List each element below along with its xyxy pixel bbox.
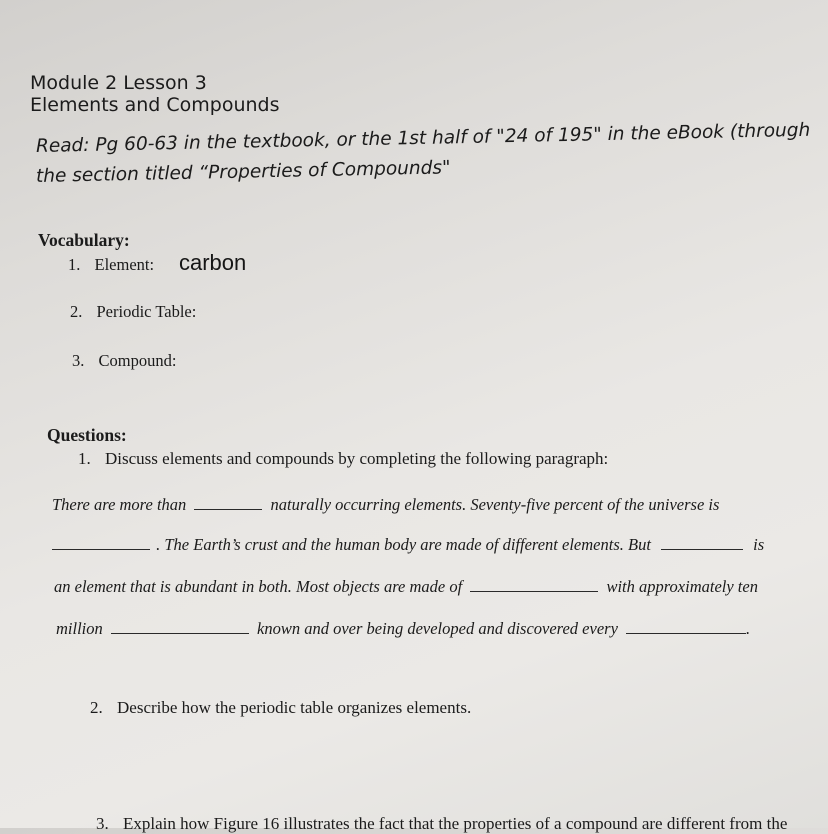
- vocab-label: Periodic Table:: [96, 302, 197, 321]
- paragraph-text: million: [56, 619, 103, 638]
- lesson-title: Elements and Compounds: [30, 94, 280, 116]
- paragraph-line-1: [52, 495, 719, 515]
- blank-time-period[interactable]: [626, 619, 746, 634]
- blank-number-of-elements[interactable]: [194, 495, 262, 510]
- reading-instruction-line1: Read: Pg 60-63 in the textbook, or the 1st half of "24 of 195" in the eBook (through: [35, 119, 811, 157]
- paragraph-line-3: [54, 577, 758, 597]
- questions-heading: Questions:: [47, 425, 127, 445]
- blank-compounds-known[interactable]: [111, 619, 249, 634]
- reading-instruction-line2: the section titled “Properties of Compounds": [35, 157, 451, 187]
- vocab-label: Compound:: [98, 351, 177, 370]
- blank-objects-made-of[interactable]: [470, 577, 598, 592]
- question-number: 1.: [78, 449, 91, 468]
- paragraph-text: naturally occurring elements. Seventy-five percent of the universe is: [270, 495, 720, 514]
- vocab-number: 3.: [72, 351, 85, 370]
- question-text: Describe how the periodic table organizes elements.: [117, 698, 472, 717]
- vocab-label: Element:: [94, 255, 155, 274]
- blank-universe-element[interactable]: [52, 535, 150, 550]
- vocab-answer-element[interactable]: carbon: [179, 250, 247, 275]
- question-2: [90, 698, 471, 718]
- paragraph-line-2: [52, 535, 764, 555]
- vocab-number: 1.: [68, 255, 81, 274]
- vocab-number: 2.: [70, 302, 83, 321]
- module-label: Module 2 Lesson 3: [30, 72, 207, 94]
- paragraph-text: .: [746, 619, 751, 638]
- vocabulary-heading: Vocabulary:: [38, 230, 130, 250]
- paragraph-line-4: [56, 619, 750, 639]
- vocab-item-element: [68, 255, 154, 275]
- blank-abundant-element[interactable]: [661, 535, 743, 550]
- vocab-item-compound: [72, 351, 176, 371]
- paragraph-text: is: [753, 535, 765, 554]
- question-3: [96, 814, 787, 834]
- question-text: Discuss elements and compounds by completing the following paragraph:: [105, 449, 609, 468]
- question-1: [78, 449, 608, 469]
- question-number: 3.: [96, 814, 109, 833]
- paragraph-text: an element that is abundant in both. Most objects are made of: [54, 577, 463, 596]
- question-number: 2.: [90, 698, 103, 717]
- vocab-item-periodic-table: [70, 302, 196, 322]
- paragraph-text: . The Earth’s crust and the human body are made of different elements. But: [156, 535, 651, 554]
- paragraph-text: There are more than: [52, 495, 187, 514]
- paragraph-text: with approximately ten: [606, 577, 758, 596]
- question-text: Explain how Figure 16 illustrates the fact that the properties of a compound are different from the: [123, 814, 788, 833]
- paragraph-text: known and over being developed and discovered every: [257, 619, 618, 638]
